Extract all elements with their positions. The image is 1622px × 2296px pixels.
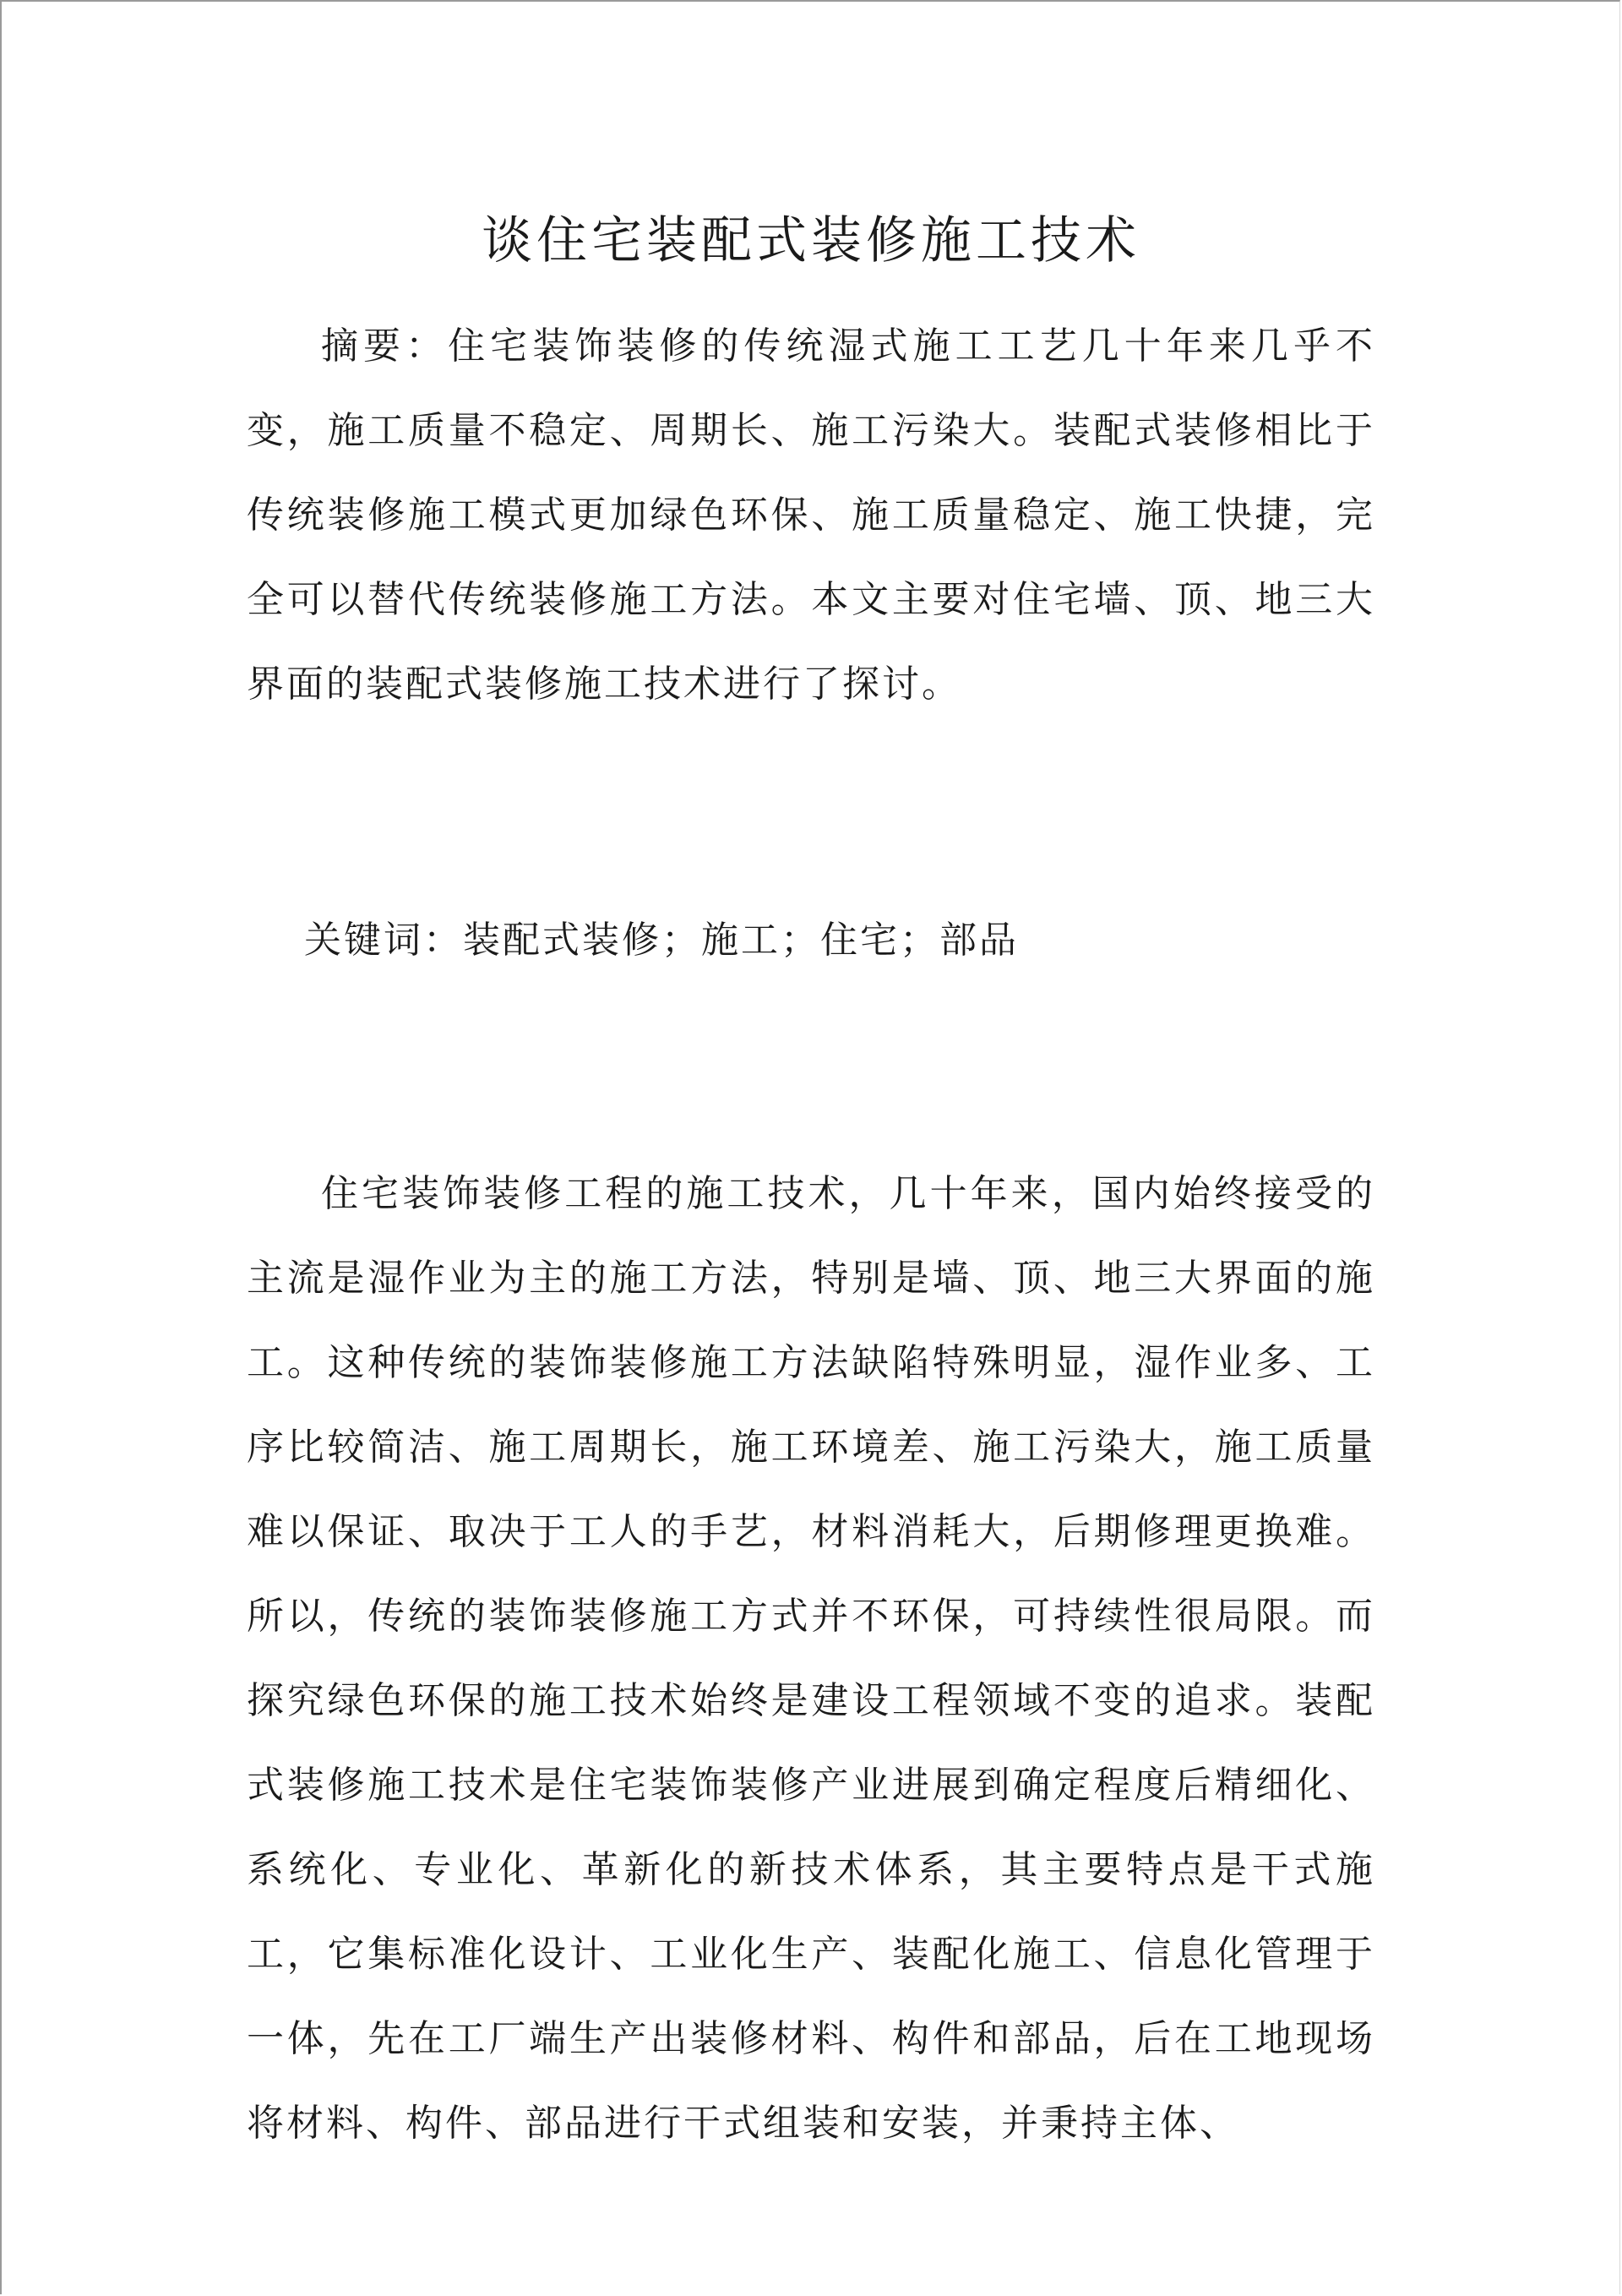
- abstract-paragraph: 摘要：住宅装饰装修的传统湿式施工工艺几十年来几乎不变，施工质量不稳定、周期长、施工污染大。装配式装修相比于传统装修施工模式更加绿色环保、施工质量稳定、施工快捷，完全可以替代传统装修施工方法。本文主要对住宅墙、顶、地三大界面的装配式装修施工技术进行了探讨。: [247, 324, 1375, 706]
- keywords-line: 关键词：装配式装修；施工；住宅；部品: [304, 919, 1019, 962]
- document-title: 谈住宅装配式装修施工技术: [482, 211, 1140, 270]
- body-paragraph: 住宅装饰装修工程的施工技术，几十年来，国内始终接受的主流是湿作业为主的施工方法，特别是墙、顶、地三大界面的施工。这种传统的装饰装修施工方法缺陷特殊明显，湿作业多、工序比较简洁、施工周期长，施工环境差、施工污染大，施工质量难以保证、取决于工人的手艺，材料消耗大，后期修理更换难。所以，传统的装饰装修施工方式并不环保，可持续性很局限。而探究绿色环保的施工技术始终是建设工程领域不变的追求。装配式装修施工技术是住宅装饰装修产业进展到确定程度后精细化、系统化、专业化、革新化的新技术体系，其主要特点是干式施工，它集标准化设计、工业化生产、装配化施工、信息化管理于一体，先在工厂端生产出装修材料、构件和部品，后在工地现场将材料、构件、部品进行干式组装和安装，并秉持主体、: [247, 1172, 1375, 2145]
